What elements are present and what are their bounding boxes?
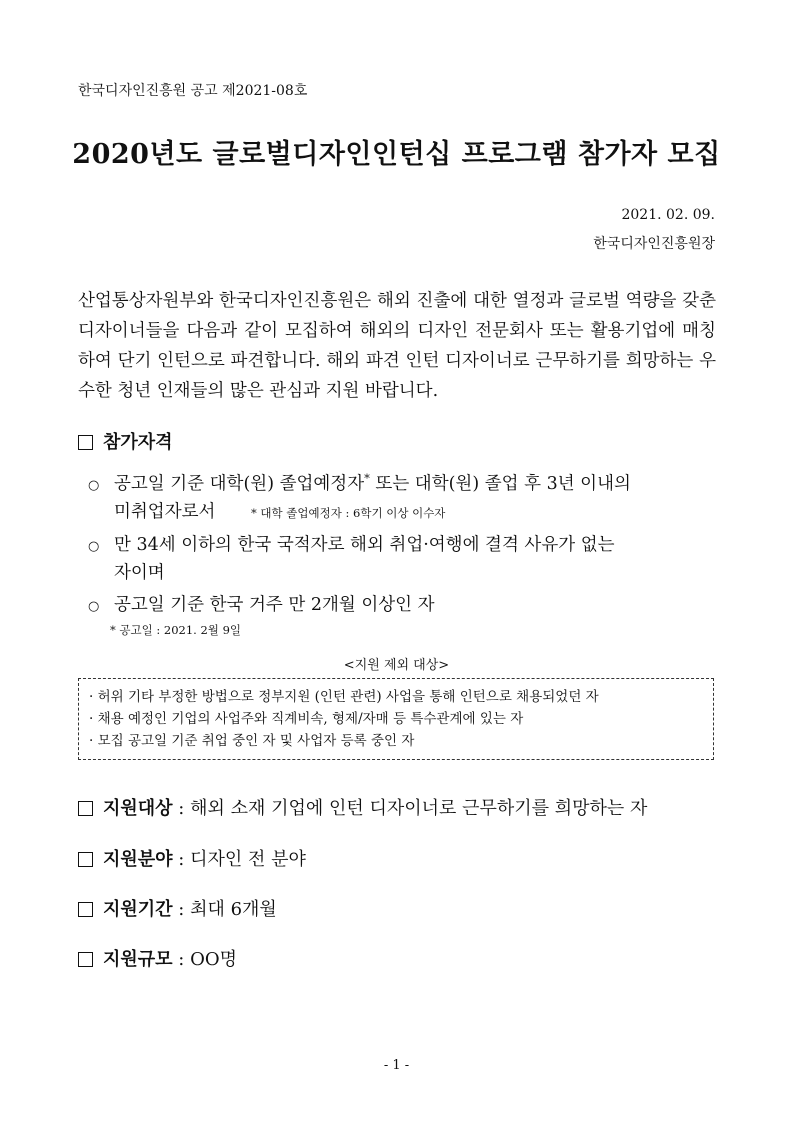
exclusion-item: · 채용 예정인 기업의 사업주와 직계비속, 형제/자매 등 특수관계에 있는 자 [89, 711, 524, 727]
eligibility-note-1: * 대학 졸업예정자 : 6학기 이상 이수자 [251, 506, 446, 520]
document-title: 2020년도 글로벌디자인인턴십 프로그램 참가자 모집 [72, 139, 721, 170]
exclusion-item: · 허위 기타 부정한 방법으로 정부지원 (인턴 관련) 사업을 통해 인턴으로 채용되었던 자 [89, 689, 599, 705]
eligibility-item-3: ○ 공고일 기준 한국 거주 만 2개월 이상인 자 [88, 595, 435, 615]
checkbox-square-icon [78, 801, 93, 816]
issuer: 한국디자인진흥원장 [593, 236, 715, 252]
eligibility-item-2: ○ 만 34세 이하의 한국 국적자로 해외 취업·여행에 결격 사유가 없는 [88, 535, 615, 555]
support-scale: 지원규모 : OO명 [78, 945, 237, 971]
notice-number: 한국디자인진흥원 공고 제2021-08호 [78, 83, 308, 99]
support-field: 지원분야 : 디자인 전 분야 [78, 845, 306, 871]
circle-bullet-icon: ○ [88, 539, 100, 554]
intro-paragraph: 산업통상자원부와 한국디자인진흥원은 해외 진출에 대한 열정과 글로벌 역량을 갖춘 디자이너들을 다음과 같이 모집하여 해외의 디자인 전문회사 또는 활용기업에 매칭하여 단기 인턴으로 파견합니다. 해외 파견 인턴 디자이너로 근무하기를 희망하는 우수한 청년 인재들의 많은 관심과 지원 바랍니다. [78, 291, 716, 401]
exclusions-box [78, 678, 714, 760]
support-period: 지원기간 : 최대 6개월 [78, 895, 277, 921]
eligibility-note-3: * 공고일 : 2021. 2월 9일 [110, 623, 242, 637]
checkbox-square-icon [78, 435, 93, 450]
notice-date: 2021. 02. 09. [621, 207, 715, 223]
checkbox-square-icon [78, 852, 93, 867]
circle-bullet-icon: ○ [88, 478, 100, 493]
eligibility-item-1: ○ 공고일 기준 대학(원) 졸업예정자* 또는 대학(원) 졸업 후 3년 이내의 [88, 471, 631, 494]
checkbox-square-icon [78, 902, 93, 917]
eligibility-item-1-cont: 미취업자로서 * 대학 졸업예정자 : 6학기 이상 이수자 [114, 502, 446, 522]
eligibility-heading: 참가자격 [78, 428, 173, 454]
checkbox-square-icon [78, 952, 93, 967]
support-target: 지원대상 : 해외 소재 기업에 인턴 디자이너로 근무하기를 희망하는 자 [78, 794, 647, 820]
eligibility-item-2-cont: 자이며 [114, 563, 165, 583]
exclusions-title: <지원 제외 대상> [343, 658, 450, 673]
page-number: - 1 - [383, 1058, 410, 1073]
exclusion-item: · 모집 공고일 기준 취업 중인 자 및 사업자 등록 중인 자 [89, 733, 415, 749]
circle-bullet-icon: ○ [88, 599, 100, 614]
